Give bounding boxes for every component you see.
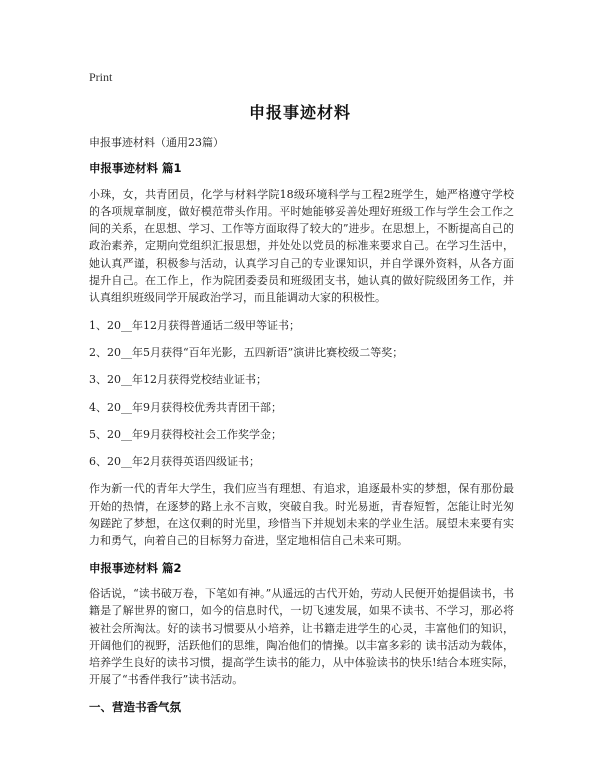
section-1-heading: 申报事迹材料 篇1 [89, 161, 182, 176]
award-list-item: 4、20__年9月获得校优秀共青团干部； [89, 400, 282, 414]
section-2-intro-paragraph: 俗话说，“读书破万卷，下笔如有神。”从遥远的古代开始，劳动人民便开始提倡读书，书籍是了解世界的窗口，如今的信息时代，一切飞速发展，如果不读书、不学习，那必将被社会所淘汰。好的读书习惯要从小培养，让书籍走进学生的心灵，丰富他们的知识，开阔他们的视野，活跃他们的思维，陶冶他们的情操。以丰富多彩的 读书活动为载体，培养学生良好的读书习惯，提高学生读书的能力，从中体验读书的快乐!结合本班实际，开展了“书香伴我行”读书活动。 [89, 586, 514, 687]
award-list-item: 1、20__年12月获得普通话二级甲等证书； [89, 318, 300, 332]
award-list-item: 3、20__年12月获得党校结业证书； [89, 373, 267, 387]
section-2-heading: 申报事迹材料 篇2 [89, 560, 182, 575]
award-list-item: 6、20__年2月获得英语四级证书； [89, 455, 260, 469]
document-title: 申报事迹材料 [248, 103, 351, 122]
award-list-item: 2、20__年5月获得“百年光影，五四新语”演讲比赛校级二等奖； [89, 345, 404, 359]
document-subtitle: 申报事迹材料（通用23篇） [89, 136, 224, 149]
section-1-intro-paragraph: 小珠，女，共青团员，化学与材料学院18级环境科学与工程2班学生，她严格遵守学校的各项规章制度，做好模范带头作用。平时她能够妥善处理好班级工作与学生会工作之间的关系，在思想、学习、工作等方面取得了较大的”进步。在思想上，不断提高自己的政治素养，定期向党组织汇报思想，并处处以党员的标准来要求自己。在学习生活中，她认真严谨，积极参与活动，认真学习自己的专业课知识，并自学课外资料，从各方面提升自己。在工作上，作为院团委委员和班级团支书，她认真的做好院级团务工作，并认真组织班级同学开展政治学习，而且能调动大家的积极性。 [89, 187, 514, 305]
section-2-subheading: 一、营造书香气氛 [89, 699, 181, 714]
award-list-item: 5、20__年9月获得校社会工作奖学金； [89, 427, 282, 441]
print-link[interactable]: Print [89, 70, 113, 84]
document-body [89, 134, 514, 716]
section-1-closing-paragraph: 作为新一代的青年大学生，我们应当有理想、有追求，追逐最朴实的梦想，保有那份最开始的热情，在逐梦的路上永不言败，突破自我。时光易逝，青春短暂，怎能让时光匆匆蹉跎了梦想，在这仅剩的时光里，珍惜当下并规划未来的学业生活。展望未来要有实力和勇气，向着自己的目标努力奋进，坚定地相信自己未来可期。 [89, 482, 514, 548]
